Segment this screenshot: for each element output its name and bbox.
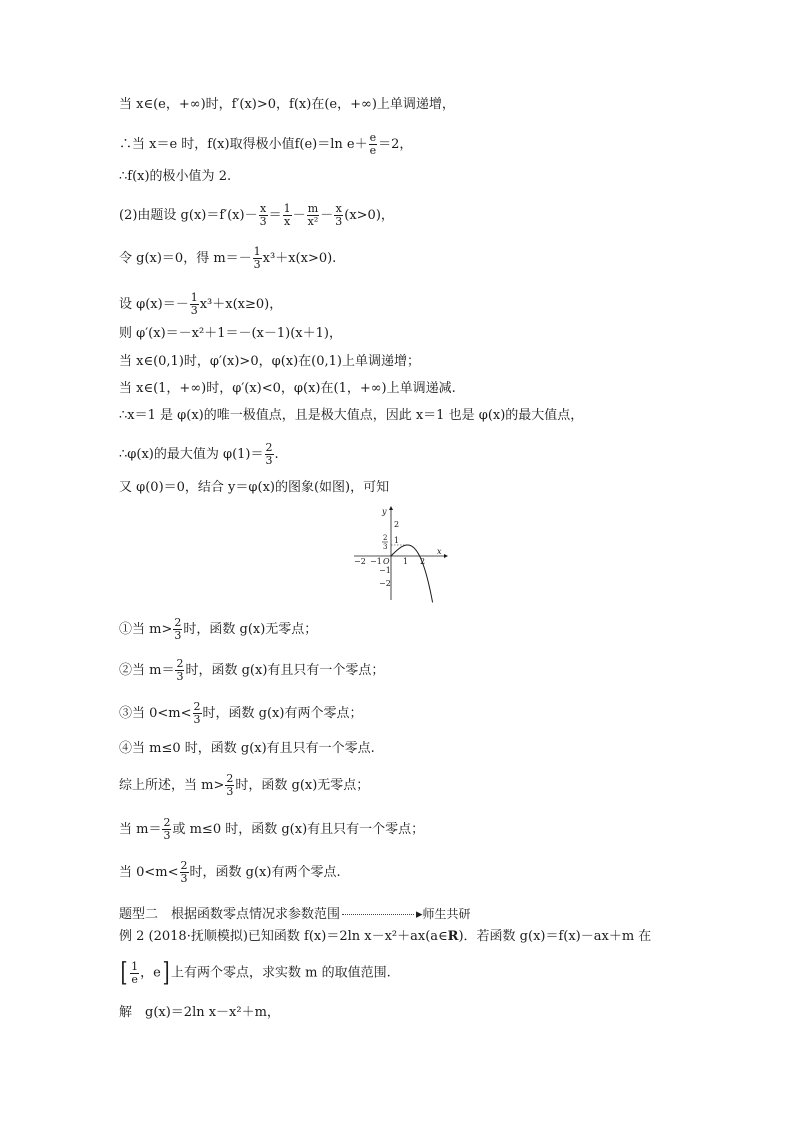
x-tick-1: 1 (403, 557, 409, 566)
line-3: ∴f(x)的极小值为 2. (119, 169, 232, 184)
line-6: 设 φ(x)＝－ $\frac{1}{3}$ x³＋x(x≥0)， (119, 291, 283, 317)
line-4: (2)由题设 g(x)＝f′(x)－ $\frac{x}{3}$ ＝ $\frac{1}{x}$ － $\frac{m}{\text{x²}}$ － $\frac{x}{3}$ (x>0)， (119, 202, 394, 228)
origin-label: O (383, 557, 390, 566)
fraction-x-over-3: $\frac{x}{3}$ (259, 202, 267, 228)
arrow-dots (342, 914, 414, 915)
fraction-2-over-3: $\frac{2}{3}$ (265, 441, 273, 467)
solution-line: 解 g(x)＝2ln x－x²＋m， (119, 1005, 280, 1020)
line-12: 又 φ(0)＝0，结合 y＝φ(x)的图象(如图)，可知 (119, 480, 390, 495)
right-bracket: ] (162, 958, 170, 988)
y-tick-1: 1 (394, 536, 400, 545)
case-1: ①当 m> $\frac{2}{3}$ 时，函数 g(x)无零点； (119, 616, 318, 642)
fraction-1-over-3-b: $\frac{1}{3}$ (190, 291, 198, 317)
y-axis-arrow (389, 506, 393, 510)
case-3: ③当 0<m< $\frac{2}{3}$ 时，函数 g(x)有两个零点； (119, 700, 363, 726)
left-bracket: [ (120, 958, 128, 988)
fraction-e-over-e: $\frac{e}{e}$ (369, 131, 377, 157)
y-tick--1: −1 (379, 566, 391, 575)
summary-2: 当 m＝ $\frac{2}{3}$ 或 m≤0 时，函数 g(x)有且只有一个零点； (119, 816, 425, 842)
y-tick-frac-num: 2 (383, 534, 388, 542)
line-10: ∴x＝1 是 φ(x)的唯一极值点，且是极大值点，因此 x＝1 也是 φ(x)的最大值点， (119, 408, 584, 423)
case-2: ②当 m＝ $\frac{2}{3}$ 时，函数 g(x)有且只有一个零点； (119, 657, 385, 683)
x-axis-label: x (437, 547, 442, 556)
line-11: ∴φ(x)的最大值为 φ(1)＝ $\frac{2}{3}$ . (119, 441, 279, 467)
y-tick-frac-den: 3 (383, 543, 388, 551)
phi-graph (352, 504, 452, 604)
example-2: 例 2 (2018·抚顺模拟)已知函数 f(x)＝2ln x－x²＋ax(a∈R)．若函数 g(x)＝f(x)－ax＋m 在 (119, 929, 652, 944)
case-4: ④当 m≤0 时，函数 g(x)有且只有一个零点. (119, 741, 375, 756)
line-1: 当 x∈(e，+∞)时，f′(x)>0，f(x)在(e，+∞)上单调递增， (119, 97, 455, 112)
x-tick-2: 2 (420, 557, 426, 566)
phi-curve (391, 545, 433, 602)
y-tick--2: −2 (379, 579, 391, 588)
line-2-text-b: ＝2， (378, 137, 413, 152)
line-7: 则 φ′(x)＝－x²＋1＝－(x－1)(x＋1)， (119, 326, 342, 341)
line-9: 当 x∈(1，+∞)时，φ′(x)<0，φ(x)在(1，+∞)上单调递减. (119, 381, 456, 396)
summary-3: 当 0<m< $\frac{2}{3}$ 时，函数 g(x)有两个零点. (119, 859, 341, 885)
fraction-1-over-3: $\frac{1}{3}$ (253, 245, 261, 271)
y-axis-label: y (382, 507, 387, 516)
fraction-m-over-x2: $\frac{m}{\text{x²}}$ (307, 202, 319, 228)
y-tick-2: 2 (394, 520, 400, 529)
x-axis-arrow (444, 554, 448, 558)
line-8: 当 x∈(0,1)时，φ′(x)>0，φ(x)在(0,1)上单调递增； (119, 354, 420, 369)
topic-heading: 题型二 根据函数零点情况求参数范围 ▸师生共研 (119, 907, 471, 922)
example-2-line-2: [ $\frac{1}{e}$ ，e] 上有两个零点，求实数 m 的取值范围. (120, 958, 391, 988)
x-tick--1: −1 (370, 557, 382, 566)
line-5: 令 g(x)＝0，得 m＝－ $\frac{1}{3}$ x³＋x(x>0). (119, 245, 337, 271)
x-tick--2: −2 (354, 557, 366, 566)
summary-1: 综上所述，当 m> $\frac{2}{3}$ 时，函数 g(x)无零点； (119, 772, 370, 798)
topic-tag: 师生共研 (422, 907, 471, 921)
fraction-1-over-x: $\frac{1}{x}$ (283, 202, 291, 228)
arrow-icon: ▸ (416, 907, 423, 922)
line-2-text-a: ∴当 x＝e 时，f(x)取得极小值f(e)＝ln e＋ (119, 137, 368, 152)
line-2 (119, 132, 412, 157)
fraction-x-over-3-b: $\frac{x}{3}$ (335, 202, 343, 228)
